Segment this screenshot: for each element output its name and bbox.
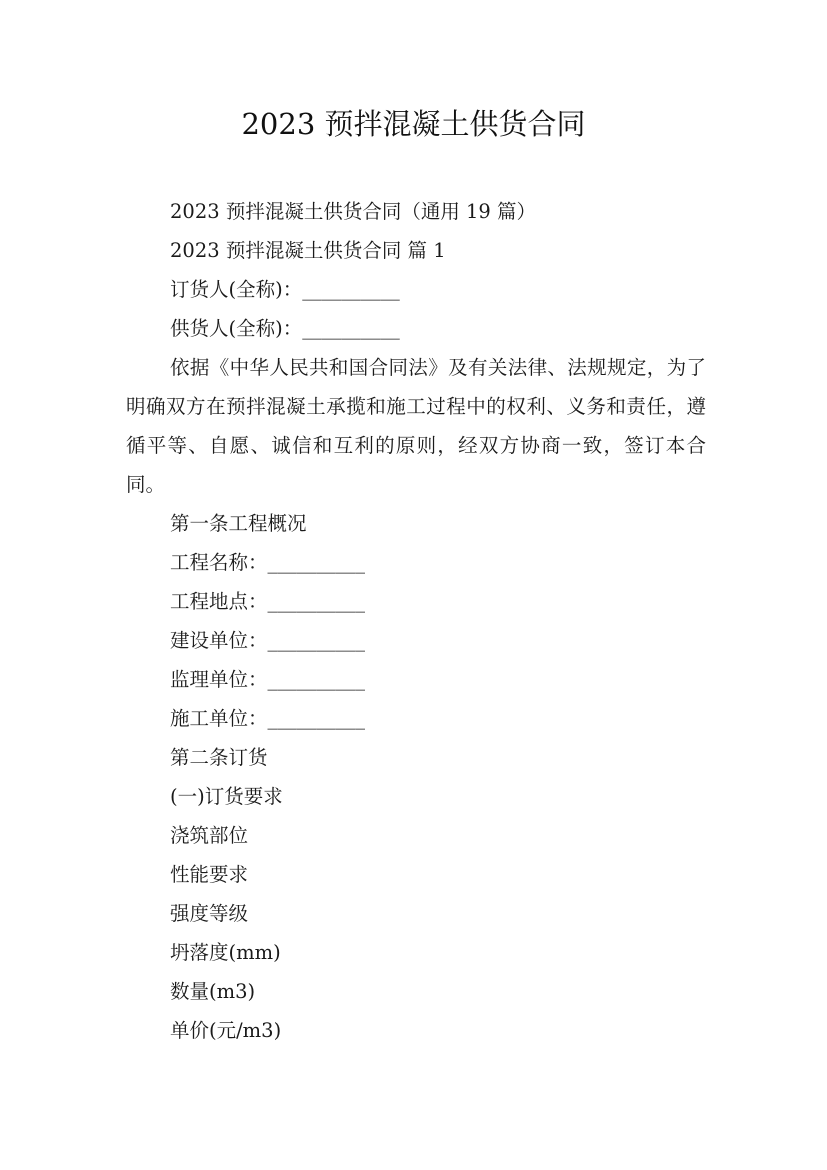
slump-item: 坍落度(mm) bbox=[170, 941, 281, 964]
document-title: 2023 预拌混凝土供货合同 bbox=[241, 107, 586, 141]
contract-subtitle: 2023 预拌混凝土供货合同（通用 19 篇） bbox=[170, 200, 537, 223]
construction-owner-field: 建设单位：__________ bbox=[170, 629, 366, 652]
supplier-name-field: 供货人(全称)：__________ bbox=[170, 317, 400, 340]
preamble-paragraph: 依据《中华人民共和国合同法》及有关法律、法规规定，为了明确双方在预拌混凝土承揽和施工过程中的权利、义务和责任，遵循平等、自愿、诚信和互利的原则，经双方协商一致，签订本合同。 bbox=[126, 356, 706, 496]
project-name-field: 工程名称：__________ bbox=[170, 551, 366, 574]
supervisor-field: 监理单位：__________ bbox=[170, 668, 366, 691]
contractor-field: 施工单位：__________ bbox=[170, 707, 366, 730]
project-location-field: 工程地点：__________ bbox=[170, 590, 366, 613]
orderer-name-field: 订货人(全称)：__________ bbox=[170, 278, 400, 301]
pour-location-item: 浇筑部位 bbox=[170, 824, 249, 847]
quantity-item: 数量(m3) bbox=[170, 980, 256, 1003]
contract-section-heading: 2023 预拌混凝土供货合同 篇 1 bbox=[170, 239, 446, 262]
document-body bbox=[126, 192, 706, 1050]
unit-price-item: 单价(元/m3) bbox=[170, 1019, 282, 1042]
article-one-heading: 第一条工程概况 bbox=[170, 512, 307, 535]
order-requirements-heading: (一)订货要求 bbox=[170, 785, 283, 808]
strength-grade-item: 强度等级 bbox=[170, 902, 249, 925]
article-two-heading: 第二条订货 bbox=[170, 746, 268, 769]
performance-requirements-item: 性能要求 bbox=[170, 863, 249, 886]
